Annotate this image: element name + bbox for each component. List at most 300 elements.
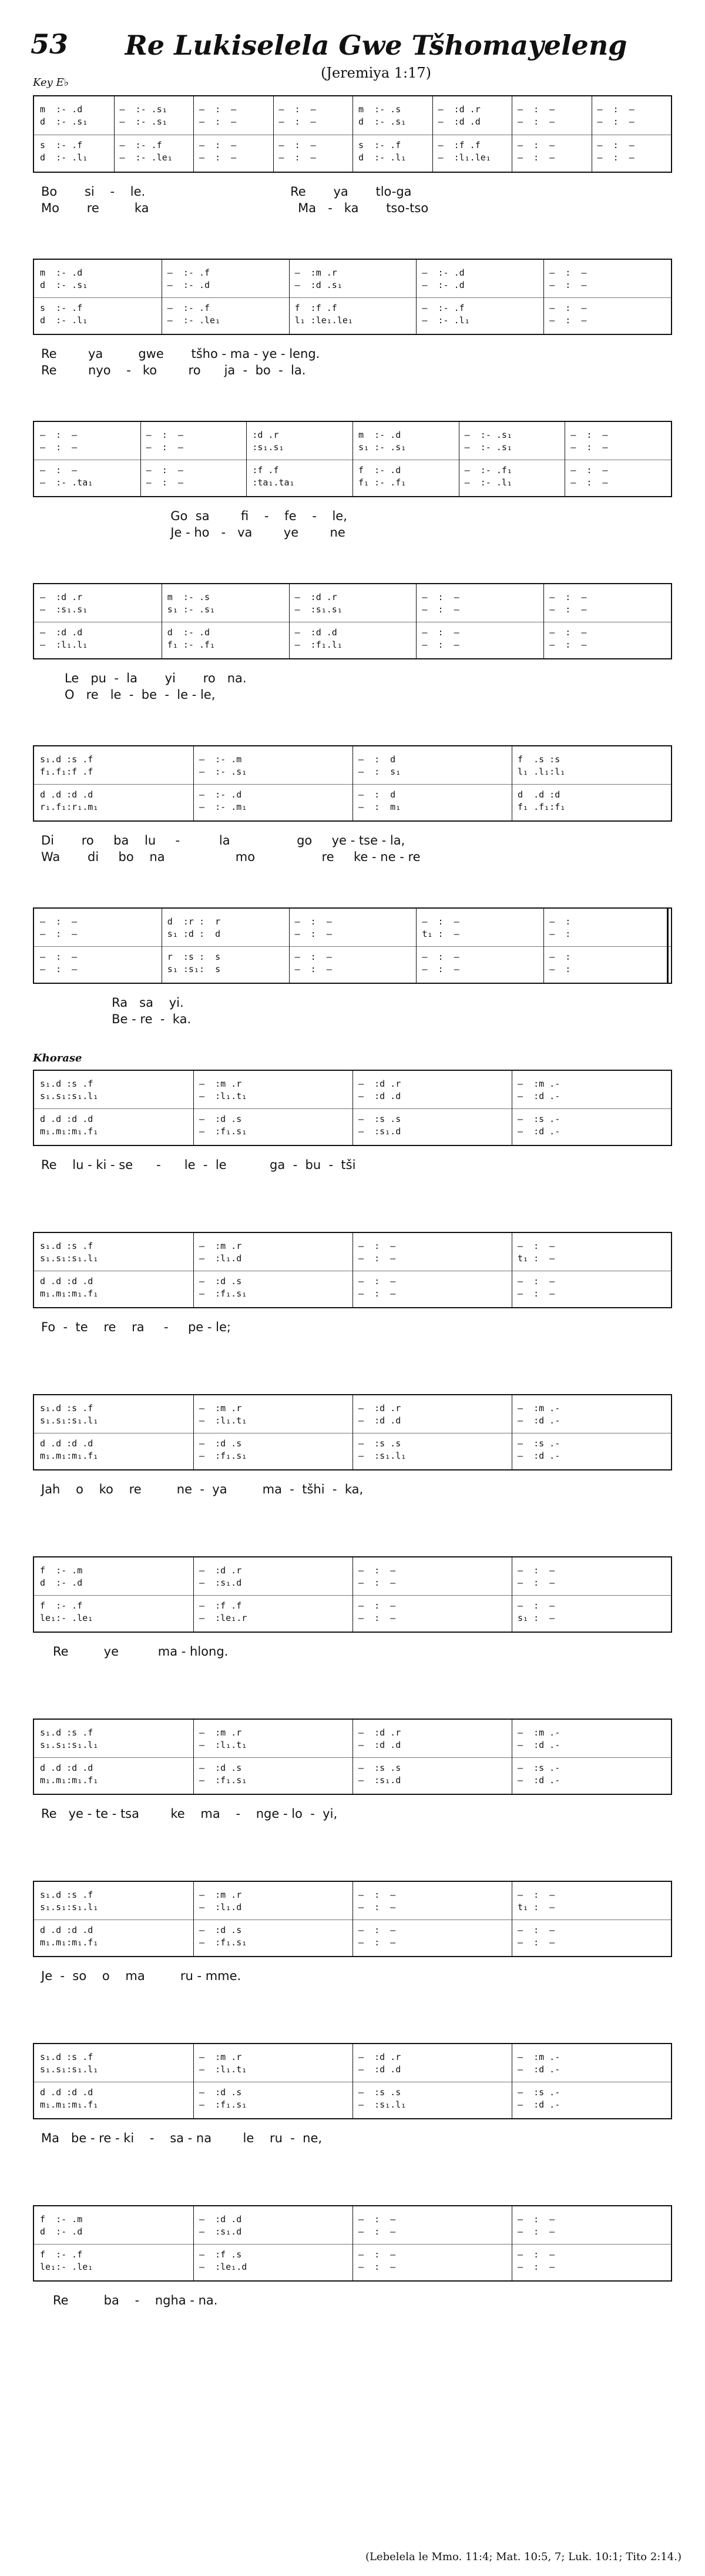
solfa-voice-line: — :d .d xyxy=(358,1739,401,1750)
solfa-voice-line: — :s .s xyxy=(358,1762,401,1773)
solfa-voice-line: — : — xyxy=(518,1937,555,1948)
barline xyxy=(289,909,290,983)
solfa-voice-line: m :- .s xyxy=(358,104,401,115)
solfa-voice-line: — : — xyxy=(597,116,634,128)
solfa-voice-line: — :l₁.t₁ xyxy=(199,1415,247,1426)
solfa-voice-line: f :- .m xyxy=(40,2214,83,2225)
solfa-voice-line: — :m .r xyxy=(199,1403,242,1413)
solfa-system xyxy=(33,745,672,822)
solfa-voice-line: — : — xyxy=(358,1565,396,1576)
solfa-voice-line: — : xyxy=(549,963,571,974)
solfa-voice-line: — : — xyxy=(358,1890,396,1900)
barline xyxy=(352,1720,353,1794)
solfa-voice-line: — :m .r xyxy=(199,1078,242,1089)
solfa-voice-line: — :s .- xyxy=(518,1113,560,1124)
solfa-voice-line: — :s₁.s₁ xyxy=(40,604,88,615)
solfa-voice-line: — :- .d xyxy=(167,279,210,290)
solfa-voice-line: — :f₁.s₁ xyxy=(199,1937,247,1948)
barline xyxy=(273,96,274,172)
solfa-voice-line: — : — xyxy=(570,464,608,475)
solfa-voice-line: — :m .r xyxy=(199,2052,242,2062)
solfa-voice-line: — :d .d xyxy=(358,1090,401,1101)
solfa-voice-line: — :m .- xyxy=(518,2052,560,2062)
solfa-voice-line: — : — xyxy=(40,951,78,962)
solfa-voice-line: — : — xyxy=(358,1252,396,1264)
solfa-voice-line: s₁ :- .s₁ xyxy=(167,604,216,615)
solfa-voice-line: — : — xyxy=(518,116,555,128)
solfa-voice-line: d :- .s₁ xyxy=(358,116,407,128)
solfa-voice-line: — : — xyxy=(358,1600,396,1611)
solfa-voice-line: — :d .r xyxy=(358,1078,401,1089)
solfa-voice-line: — : d xyxy=(358,789,396,800)
solfa-voice-line: — :l₁.d xyxy=(199,1252,242,1264)
solfa-voice-line: — :s₁.d xyxy=(358,1774,401,1786)
solfa-voice-line: — : — xyxy=(597,104,634,115)
solfa-voice-line: — : — xyxy=(358,1924,396,1935)
solfa-voice-line: — : s₁ xyxy=(358,766,401,777)
lyric-line: Mo re ka Ma - ka tso-tso xyxy=(41,201,429,215)
solfa-voice-line: — :s₁.d xyxy=(199,2226,242,2237)
solfa-voice-line: t₁ : — xyxy=(518,1901,555,1912)
solfa-voice-line: — :f .f xyxy=(199,1600,242,1611)
barline xyxy=(543,909,544,983)
solfa-voice-line: d :- .d xyxy=(167,627,210,638)
solfa-voice-line: — :d .s₁ xyxy=(294,279,343,290)
barline xyxy=(193,1557,194,1632)
solfa-voice-line: le₁:- .le₁ xyxy=(40,1612,93,1623)
solfa-system xyxy=(33,259,672,335)
solfa-voice-line: — :m .- xyxy=(518,1403,560,1413)
solfa-voice-line: — :le₁.d xyxy=(199,2261,247,2272)
solfa-voice-line: — :d .s xyxy=(199,1762,242,1773)
solfa-voice-line: — : — xyxy=(422,951,459,962)
solfa-voice-line: — : — xyxy=(422,592,459,602)
lyric-line: Di ro ba lu - la go ye - tse - la, xyxy=(41,833,405,847)
solfa-voice-line: — : — xyxy=(294,928,332,939)
solfa-voice-line: — :l₁.t₁ xyxy=(199,1739,247,1750)
solfa-voice-line: — : — xyxy=(358,1241,396,1251)
barline xyxy=(432,96,433,172)
solfa-voice-line: — :- .d xyxy=(422,267,465,278)
solfa-voice-line: — :l₁.t₁ xyxy=(199,2064,247,2075)
solfa-voice-line: — :- .le₁ xyxy=(167,314,221,326)
solfa-voice-line: — :d .r xyxy=(294,592,337,602)
solfa-voice-line: — :- .f xyxy=(119,139,162,150)
solfa-voice-line: f₁.f₁:f .f xyxy=(40,766,93,777)
solfa-voice-line: — :s₁.s₁ xyxy=(294,604,343,615)
solfa-system xyxy=(33,1232,672,1308)
solfa-voice-line: — :- .s₁ xyxy=(199,766,247,777)
solfa-voice-line: — :- .ta₁ xyxy=(40,477,93,488)
solfa-voice-line: s₁ : — xyxy=(518,1612,555,1623)
hymn-title: Re Lukiselela Gwe Tšhomayeleng xyxy=(125,29,627,61)
solfa-voice-line: — : — xyxy=(146,430,183,440)
solfa-voice-line: — :d .r xyxy=(199,1565,242,1576)
barline xyxy=(193,1071,194,1145)
solfa-voice-line: — :f .s xyxy=(199,2249,242,2260)
solfa-voice-line: — : — xyxy=(422,639,459,650)
solfa-voice-line: — : — xyxy=(518,1275,555,1287)
solfa-voice-line: — : — xyxy=(518,2249,555,2260)
solfa-system xyxy=(33,1070,672,1146)
solfa-voice-line: d :- .d xyxy=(40,2226,83,2237)
solfa-voice-line: f :- .d xyxy=(358,464,401,475)
solfa-voice-line: f .s :s xyxy=(518,754,560,765)
solfa-voice-line: d :r : r xyxy=(167,916,221,927)
solfa-system xyxy=(33,2205,672,2282)
solfa-voice-line: — : — xyxy=(278,139,316,150)
solfa-voice-line: d .d :d .d xyxy=(40,1762,93,1773)
lyric-line: Go sa fi - fe - le, xyxy=(41,509,347,523)
solfa-voice-line: f :- .f xyxy=(40,1600,83,1611)
solfa-voice-line: — : — xyxy=(422,963,459,974)
lyric-line: Le pu - la yi ro na. xyxy=(41,671,247,685)
solfa-voice-line: s₁.s₁:s₁.l₁ xyxy=(40,1090,99,1101)
solfa-voice-line: — :- .f xyxy=(167,267,210,278)
barline xyxy=(352,2044,353,2118)
solfa-voice-line: — : — xyxy=(597,139,634,150)
solfa-voice-line: — :- .s₁ xyxy=(119,104,167,115)
solfa-system xyxy=(33,421,672,497)
solfa-voice-line: — :l₁.le₁ xyxy=(438,152,491,163)
lyric-line: O re le - be - le - le, xyxy=(41,688,216,702)
solfa-system xyxy=(33,95,672,173)
solfa-voice-line: s₁.d :s .f xyxy=(40,1727,93,1738)
solfa-voice-line: — : xyxy=(549,928,571,939)
lyric-line: Be - re - ka. xyxy=(41,1012,192,1026)
solfa-voice-line: — : — xyxy=(294,951,332,962)
solfa-voice-line: — : — xyxy=(422,916,459,927)
solfa-voice-line: s :- .f xyxy=(40,302,83,313)
solfa-voice-line: — :f .f xyxy=(438,139,481,150)
barline xyxy=(543,584,544,658)
solfa-voice-line: — : — xyxy=(358,2226,396,2237)
solfa-voice-line: — :- .l₁ xyxy=(464,477,512,488)
solfa-voice-line: f₁ :- .f₁ xyxy=(358,477,407,488)
solfa-voice-line: d .d :d xyxy=(518,789,560,800)
solfa-voice-line: — :d .- xyxy=(518,1450,560,1461)
barline xyxy=(352,746,353,820)
solfa-voice-line: :f .f xyxy=(252,464,279,475)
solfa-voice-line: — :s .- xyxy=(518,1762,560,1773)
lyric-line: Jah o ko re ne - ya ma - tšhi - ka, xyxy=(41,1482,364,1496)
solfa-voice-line: — : — xyxy=(518,1890,555,1900)
barline xyxy=(193,1882,194,1956)
solfa-voice-line: — : — xyxy=(570,477,608,488)
solfa-voice-line: d .d :d .d xyxy=(40,1924,93,1935)
solfa-voice-line: — :- .l₁ xyxy=(422,314,470,326)
solfa-voice-line: — : — xyxy=(278,116,316,128)
solfa-voice-line: m₁.m₁:m₁.f₁ xyxy=(40,1937,99,1948)
solfa-voice-line: — :- .s₁ xyxy=(119,116,167,128)
solfa-voice-line: — : — xyxy=(549,639,587,650)
solfa-voice-line: — : — xyxy=(358,2214,396,2225)
solfa-voice-line: f :- .m xyxy=(40,1565,83,1576)
solfa-voice-line: — : — xyxy=(422,604,459,615)
barline xyxy=(193,746,194,820)
footnote: (Lebelela le Mmo. 11:4; Mat. 10:5, 7; Luk. 10:1; Tito 2:14.) xyxy=(365,2551,682,2563)
solfa-voice-line: m₁.m₁:m₁.f₁ xyxy=(40,1450,99,1461)
solfa-voice-line: — : — xyxy=(549,604,587,615)
solfa-voice-line: — :f₁.s₁ xyxy=(199,2099,247,2110)
solfa-voice-line: m :- .d xyxy=(40,267,83,278)
barline xyxy=(352,422,353,496)
staff-divider xyxy=(34,297,671,298)
solfa-voice-line: — :- .f xyxy=(422,302,465,313)
solfa-voice-line: — :s .s xyxy=(358,2086,401,2098)
solfa-voice-line: d :- .l₁ xyxy=(40,314,88,326)
lyric-line: Re ya gwe tšho - ma - ye - leng. xyxy=(41,347,320,361)
solfa-voice-line: — :s .s xyxy=(358,1438,401,1449)
solfa-voice-line: — :le₁.r xyxy=(199,1612,247,1623)
solfa-voice-line: le₁:- .le₁ xyxy=(40,2261,93,2272)
solfa-voice-line: :s₁.s₁ xyxy=(252,441,284,453)
lyric-line: Re ba - ngha - na. xyxy=(41,2293,218,2307)
solfa-voice-line: — :- .s₁ xyxy=(464,430,512,440)
solfa-voice-line: — : — xyxy=(278,152,316,163)
solfa-system xyxy=(33,1556,672,1633)
solfa-voice-line: — : — xyxy=(518,2261,555,2272)
solfa-voice-line: s₁.s₁:s₁.l₁ xyxy=(40,1415,99,1426)
solfa-voice-line: s₁ :d : d xyxy=(167,928,221,939)
solfa-voice-line: d .d :d .d xyxy=(40,1113,93,1124)
solfa-system xyxy=(33,1881,672,1957)
lyric-line: Je - so o ma ru - mme. xyxy=(41,1969,241,1983)
solfa-voice-line: s₁.d :s .f xyxy=(40,2052,93,2062)
solfa-voice-line: s₁.d :s .f xyxy=(40,1403,93,1413)
solfa-voice-line: s₁.d :s .f xyxy=(40,754,93,765)
solfa-voice-line: m :- .d xyxy=(358,430,401,440)
solfa-voice-line: — :d .d xyxy=(438,116,481,128)
solfa-voice-line: — : — xyxy=(40,430,78,440)
solfa-system xyxy=(33,583,672,659)
solfa-voice-line: — : — xyxy=(358,1937,396,1948)
solfa-voice-line: — : — xyxy=(358,1901,396,1912)
solfa-voice-line: — :d .s xyxy=(199,1275,242,1287)
solfa-voice-line: — : — xyxy=(358,1275,396,1287)
solfa-voice-line: t₁ : — xyxy=(518,1252,555,1264)
solfa-voice-line: — :d .- xyxy=(518,1739,560,1750)
solfa-voice-line: — :- .m xyxy=(199,754,242,765)
lyric-line: Wa di bo na mo re ke - ne - re xyxy=(41,850,421,864)
solfa-voice-line: — : — xyxy=(518,1600,555,1611)
solfa-voice-line: — : — xyxy=(549,279,587,290)
solfa-voice-line: — :f₁.s₁ xyxy=(199,1288,247,1299)
solfa-voice-line: — : — xyxy=(40,916,78,927)
solfa-voice-line: — :d .d xyxy=(294,627,337,638)
solfa-voice-line: :ta₁.ta₁ xyxy=(252,477,295,488)
solfa-voice-line: — : — xyxy=(570,430,608,440)
solfa-voice-line: — : — xyxy=(549,592,587,602)
solfa-system xyxy=(33,1719,672,1795)
solfa-voice-line: — :s₁.l₁ xyxy=(358,1450,407,1461)
lyric-line: Re ye - te - tsa ke ma - nge - lo - yi, xyxy=(41,1807,338,1821)
solfa-voice-line: l₁ :le₁.le₁ xyxy=(294,314,353,326)
solfa-voice-line: — :d .r xyxy=(358,2052,401,2062)
lyric-line: Bo si - le. Re ya tlo-ga xyxy=(41,185,412,199)
solfa-voice-line: — : — xyxy=(549,314,587,326)
solfa-voice-line: — : d xyxy=(358,754,396,765)
solfa-voice-line: — :d .r xyxy=(40,592,83,602)
solfa-voice-line: — : — xyxy=(518,2226,555,2237)
solfa-voice-line: — :- .f xyxy=(167,302,210,313)
solfa-voice-line: — : — xyxy=(146,464,183,475)
barline xyxy=(193,2044,194,2118)
solfa-voice-line: — : — xyxy=(422,627,459,638)
solfa-voice-line: — :m .- xyxy=(518,1727,560,1738)
solfa-voice-line: f :f .f xyxy=(294,302,337,313)
solfa-voice-line: m₁.m₁:m₁.f₁ xyxy=(40,1288,99,1299)
hymn-number: 53 xyxy=(31,28,69,60)
solfa-voice-line: s₁.s₁:s₁.l₁ xyxy=(40,1252,99,1264)
solfa-voice-line: d :- .l₁ xyxy=(40,152,88,163)
solfa-voice-line: — :- .f₁ xyxy=(464,464,512,475)
solfa-voice-line: — : m₁ xyxy=(358,801,401,812)
barline xyxy=(193,2206,194,2280)
solfa-voice-line: — : — xyxy=(518,139,555,150)
barline xyxy=(140,422,141,496)
solfa-voice-line: — : — xyxy=(278,104,316,115)
lyric-line: Re ye ma - hlong. xyxy=(41,1644,229,1659)
solfa-voice-line: — :- .m₁ xyxy=(199,801,247,812)
solfa-voice-line: — :d .s xyxy=(199,2086,242,2098)
lyric-line: Ma be - re - ki - sa - na le ru - ne, xyxy=(41,2131,323,2145)
solfa-voice-line: — : xyxy=(549,916,571,927)
solfa-voice-line: d :- .d xyxy=(40,1577,83,1588)
solfa-voice-line: — :- .d xyxy=(199,789,242,800)
solfa-voice-line: l₁ .l₁:l₁ xyxy=(518,766,566,777)
solfa-voice-line: — :s .- xyxy=(518,2086,560,2098)
solfa-system xyxy=(33,2043,672,2119)
solfa-voice-line: — :- .le₁ xyxy=(119,152,173,163)
barline xyxy=(416,584,417,658)
solfa-voice-line: — :d .s xyxy=(199,1924,242,1935)
solfa-voice-line: — :d .- xyxy=(518,2064,560,2075)
solfa-voice-line: — :l₁.d xyxy=(199,1901,242,1912)
solfa-voice-line: — : — xyxy=(199,116,237,128)
solfa-voice-line: — :d .d xyxy=(358,2064,401,2075)
solfa-voice-line: — :d .r xyxy=(438,104,481,115)
solfa-voice-line: — : — xyxy=(518,2214,555,2225)
solfa-voice-line: d :- .s₁ xyxy=(40,279,88,290)
solfa-voice-line: — :d .s xyxy=(199,1113,242,1124)
solfa-voice-line: — : — xyxy=(146,477,183,488)
lyric-line: Ra sa yi. xyxy=(41,996,184,1010)
solfa-voice-line: m₁.m₁:m₁.f₁ xyxy=(40,1774,99,1786)
solfa-voice-line: — :m .r xyxy=(199,1890,242,1900)
solfa-voice-line: — : xyxy=(549,951,571,962)
solfa-voice-line: — : — xyxy=(518,1288,555,1299)
solfa-voice-line: — : — xyxy=(597,152,634,163)
solfa-voice-line: — :m .r xyxy=(199,1241,242,1251)
barline xyxy=(352,1233,353,1307)
lyric-line: Re nyo - ko ro ja - bo - la. xyxy=(41,363,306,377)
barline xyxy=(193,1395,194,1469)
solfa-voice-line: m₁.m₁:m₁.f₁ xyxy=(40,1125,99,1137)
solfa-voice-line: d .d :d .d xyxy=(40,2086,93,2098)
solfa-voice-line: t₁ : — xyxy=(422,928,459,939)
solfa-voice-line: — : — xyxy=(518,104,555,115)
solfa-voice-line: — :l₁.l₁ xyxy=(40,639,88,650)
key-signature: Key E♭ xyxy=(33,76,69,89)
solfa-voice-line: d .d :d .d xyxy=(40,1275,93,1287)
solfa-voice-line: — :d .r xyxy=(358,1727,401,1738)
solfa-voice-line: r₁.f₁:r₁.m₁ xyxy=(40,801,99,812)
solfa-voice-line: — : — xyxy=(518,1565,555,1576)
solfa-voice-line: f₁ :- .f₁ xyxy=(167,639,216,650)
solfa-voice-line: s₁.d :s .f xyxy=(40,1241,93,1251)
solfa-voice-line: — :- .d xyxy=(422,279,465,290)
solfa-voice-line: — :f₁.s₁ xyxy=(199,1125,247,1137)
solfa-voice-line: s₁ :s₁: s xyxy=(167,963,221,974)
solfa-voice-line: — :d .d xyxy=(40,627,83,638)
lyric-line: Je - ho - va ye ne xyxy=(41,525,345,540)
solfa-voice-line: s :- .f xyxy=(40,139,83,150)
solfa-voice-line: f :- .f xyxy=(40,2249,83,2260)
solfa-voice-line: — : — xyxy=(40,441,78,453)
solfa-voice-line: — : — xyxy=(358,2261,396,2272)
solfa-voice-line: — :d .s xyxy=(199,1438,242,1449)
solfa-voice-line: — : — xyxy=(40,464,78,475)
solfa-voice-line: — :d .r xyxy=(358,1403,401,1413)
barline xyxy=(352,2206,353,2280)
solfa-voice-line: d .d :d .d xyxy=(40,1438,93,1449)
solfa-voice-line: — : — xyxy=(518,1577,555,1588)
solfa-voice-line: s₁.d :s .f xyxy=(40,1078,93,1089)
solfa-voice-line: d .d :d .d xyxy=(40,789,93,800)
staff-divider xyxy=(34,946,671,947)
solfa-system xyxy=(33,907,672,984)
solfa-voice-line: m₁.m₁:m₁.f₁ xyxy=(40,2099,99,2110)
solfa-voice-line: — :f₁.s₁ xyxy=(199,1450,247,1461)
barline xyxy=(352,1071,353,1145)
solfa-voice-line: — :s₁.d xyxy=(358,1125,401,1137)
barline xyxy=(352,1882,353,1956)
barline xyxy=(352,1395,353,1469)
lyric-line: Fo - te re ra - pe - le; xyxy=(41,1320,231,1334)
solfa-voice-line: — : — xyxy=(549,267,587,278)
solfa-voice-line: — : — xyxy=(358,1577,396,1588)
barline xyxy=(289,260,290,334)
solfa-voice-line: — : — xyxy=(40,928,78,939)
solfa-voice-line: — :f₁.s₁ xyxy=(199,1774,247,1786)
solfa-voice-line: — : — xyxy=(199,104,237,115)
solfa-voice-line: — : — xyxy=(358,2249,396,2260)
barline xyxy=(543,260,544,334)
solfa-voice-line: r :s : s xyxy=(167,951,221,962)
solfa-voice-line: — :d .- xyxy=(518,2099,560,2110)
solfa-voice-line: — :s .- xyxy=(518,1438,560,1449)
solfa-voice-line: — : — xyxy=(294,916,332,927)
solfa-voice-line: — : — xyxy=(358,1612,396,1623)
solfa-voice-line: — :m .- xyxy=(518,1078,560,1089)
solfa-voice-line: — : — xyxy=(358,1288,396,1299)
solfa-voice-line: — : — xyxy=(146,441,183,453)
solfa-voice-line: — :m .r xyxy=(294,267,337,278)
solfa-voice-line: — :s₁.l₁ xyxy=(358,2099,407,2110)
solfa-voice-line: — :s₁.d xyxy=(199,1577,242,1588)
solfa-voice-line: s₁.s₁:s₁.l₁ xyxy=(40,2064,99,2075)
solfa-voice-line: — : — xyxy=(570,441,608,453)
barline xyxy=(193,1233,194,1307)
solfa-voice-line: — :d .- xyxy=(518,1415,560,1426)
barline xyxy=(114,96,115,172)
solfa-voice-line: s₁ :- .s₁ xyxy=(358,441,407,453)
solfa-voice-line: — :f₁.l₁ xyxy=(294,639,343,650)
solfa-voice-line: — :- .s₁ xyxy=(464,441,512,453)
solfa-voice-line: — : — xyxy=(199,139,237,150)
chorus-label: Khorase xyxy=(33,1052,82,1064)
